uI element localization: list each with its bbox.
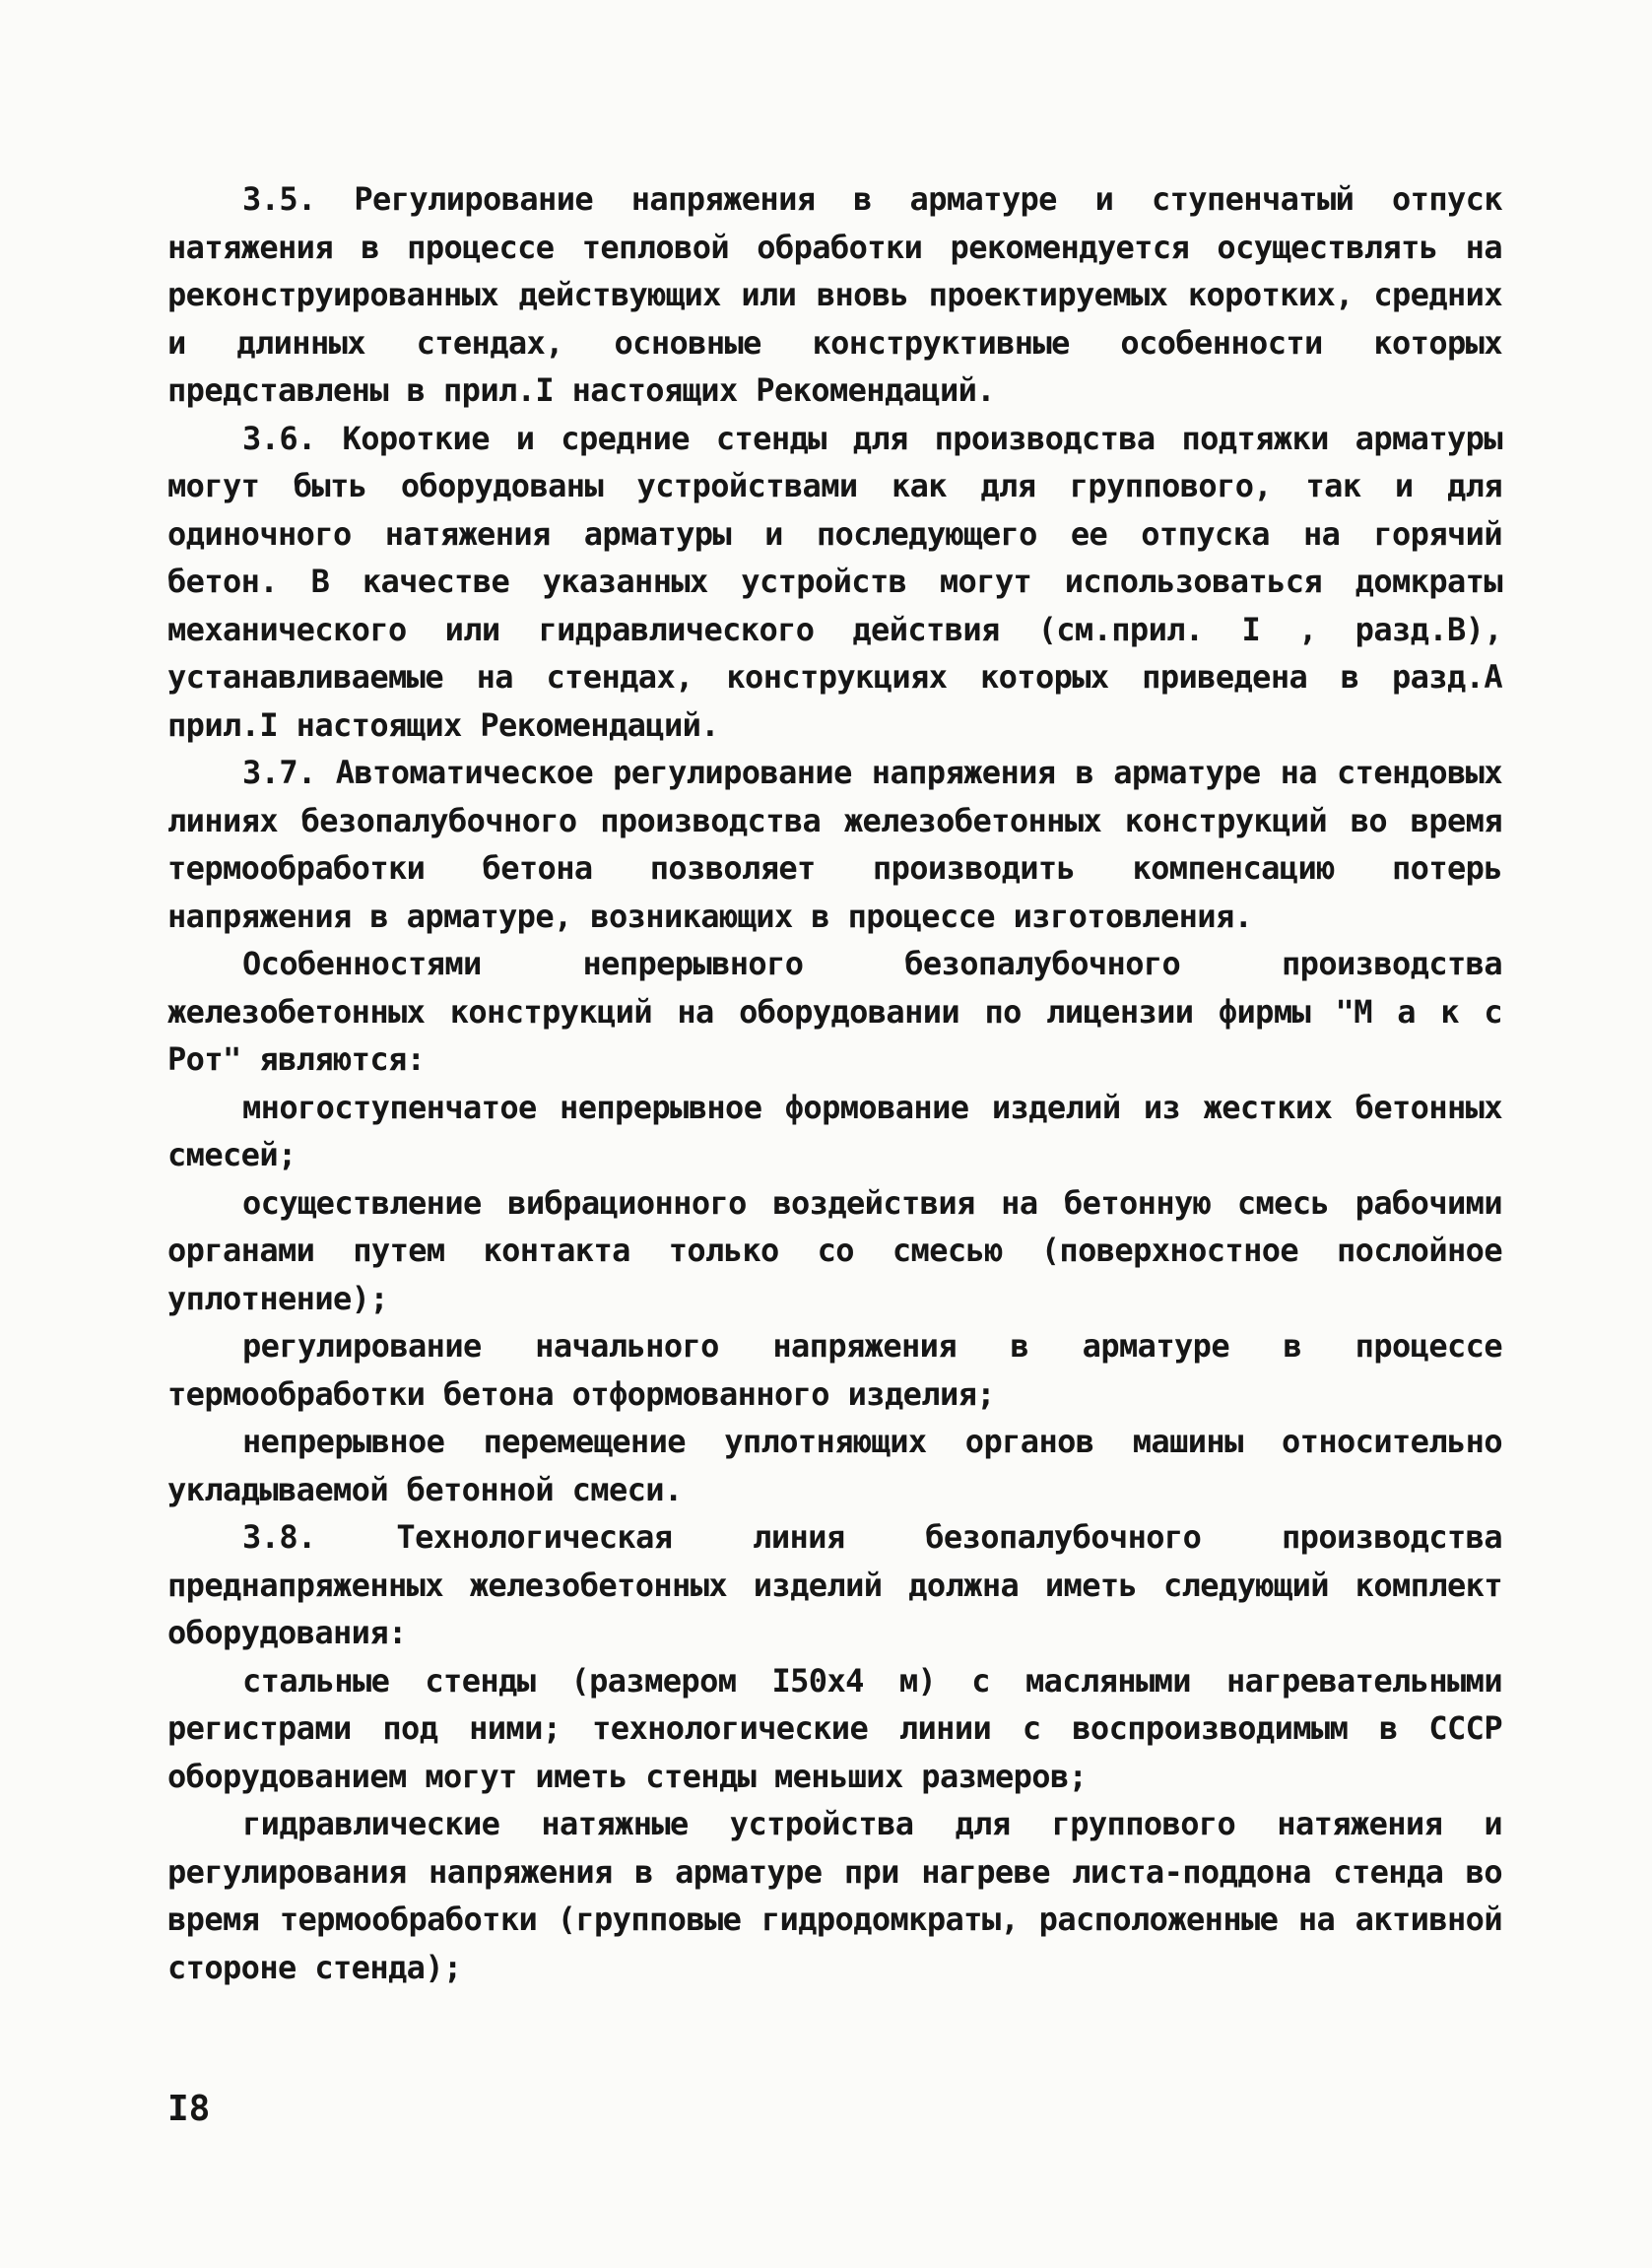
paragraph-3-8: 3.8. Технологическая линия безопалубочного производства преднапряженных железобетонных изделий должна иметь следующий комплект оборудования: [167, 1518, 1502, 1651]
paragraph-3-6: 3.6. Короткие и средние стенды для производства подтяжки арматуры могут быть оборудованы устройствами как для группового, так и для одиночного натяжения арматуры и последующего ее отпуска на горячий бетон. В качестве указанных устройств могут использоваться домкраты механического или гидравлического действия (см.прил. I , разд.В), устанавливаемые на стендах, конструкциях которых приведена в разд.А прил.I настоящих Рекомендаций. [167, 419, 1502, 744]
list-item-vibration: осуществление вибрационного воздействия на бетонную смесь рабочими органами путем контакта только со смесью (поверхностное послойное уплотнение); [167, 1183, 1502, 1317]
list-item-tension-regulation: регулирование начального напряжения в арматуре в процессе термообработки бетона отформованного изделия; [167, 1327, 1502, 1413]
list-item-steel-stands: стальные стенды (размером I50х4 м) с масляными нагревательными регистрами под ними; технологические линии с воспроизводимым в СССР оборудованием могут иметь стенды меньших размеров; [167, 1661, 1502, 1795]
body-text [167, 175, 1502, 1991]
list-item-continuous-movement: непрерывное перемещение уплотняющих органов машины относительно укладываемой бетонной смеси. [167, 1423, 1502, 1508]
list-item-forming: многоступенчатое непрерывное формование изделий из жестких бетонных смесей; [167, 1088, 1502, 1173]
list-item-hydraulic-devices: гидравлические натяжные устройства для группового натяжения и регулирования напряжения в арматуре при нагреве листа-поддона стенда во время термообработки (групповые гидродомкраты, расположенные на активной стороне стенда); [167, 1805, 1502, 1986]
paragraph-3-7: 3.7. Автоматическое регулирование напряжения в арматуре на стендовых линиях безопалубочного производства железобетонных конструкций во время термообработки бетона позволяет производить компенсацию потерь напряжения в арматуре, возникающих в процессе изготовления. [167, 754, 1502, 935]
paragraph-3-5: 3.5. Регулирование напряжения в арматуре и ступенчатый отпуск натяжения в процессе тепловой обработки рекомендуется осуществлять на реконструированных действующих или вновь проектируемых коротких, средних и длинных стендах, основные конструктивные особенности которых представлены в прил.I настоящих Рекомендаций. [167, 180, 1502, 409]
page-number: I8 [167, 2089, 211, 2129]
paragraph-features-intro: Особенностями непрерывного безопалубочного производства железобетонных конструкций на оборудовании по лицензии фирмы "М а к с Рот" являются: [167, 945, 1502, 1078]
